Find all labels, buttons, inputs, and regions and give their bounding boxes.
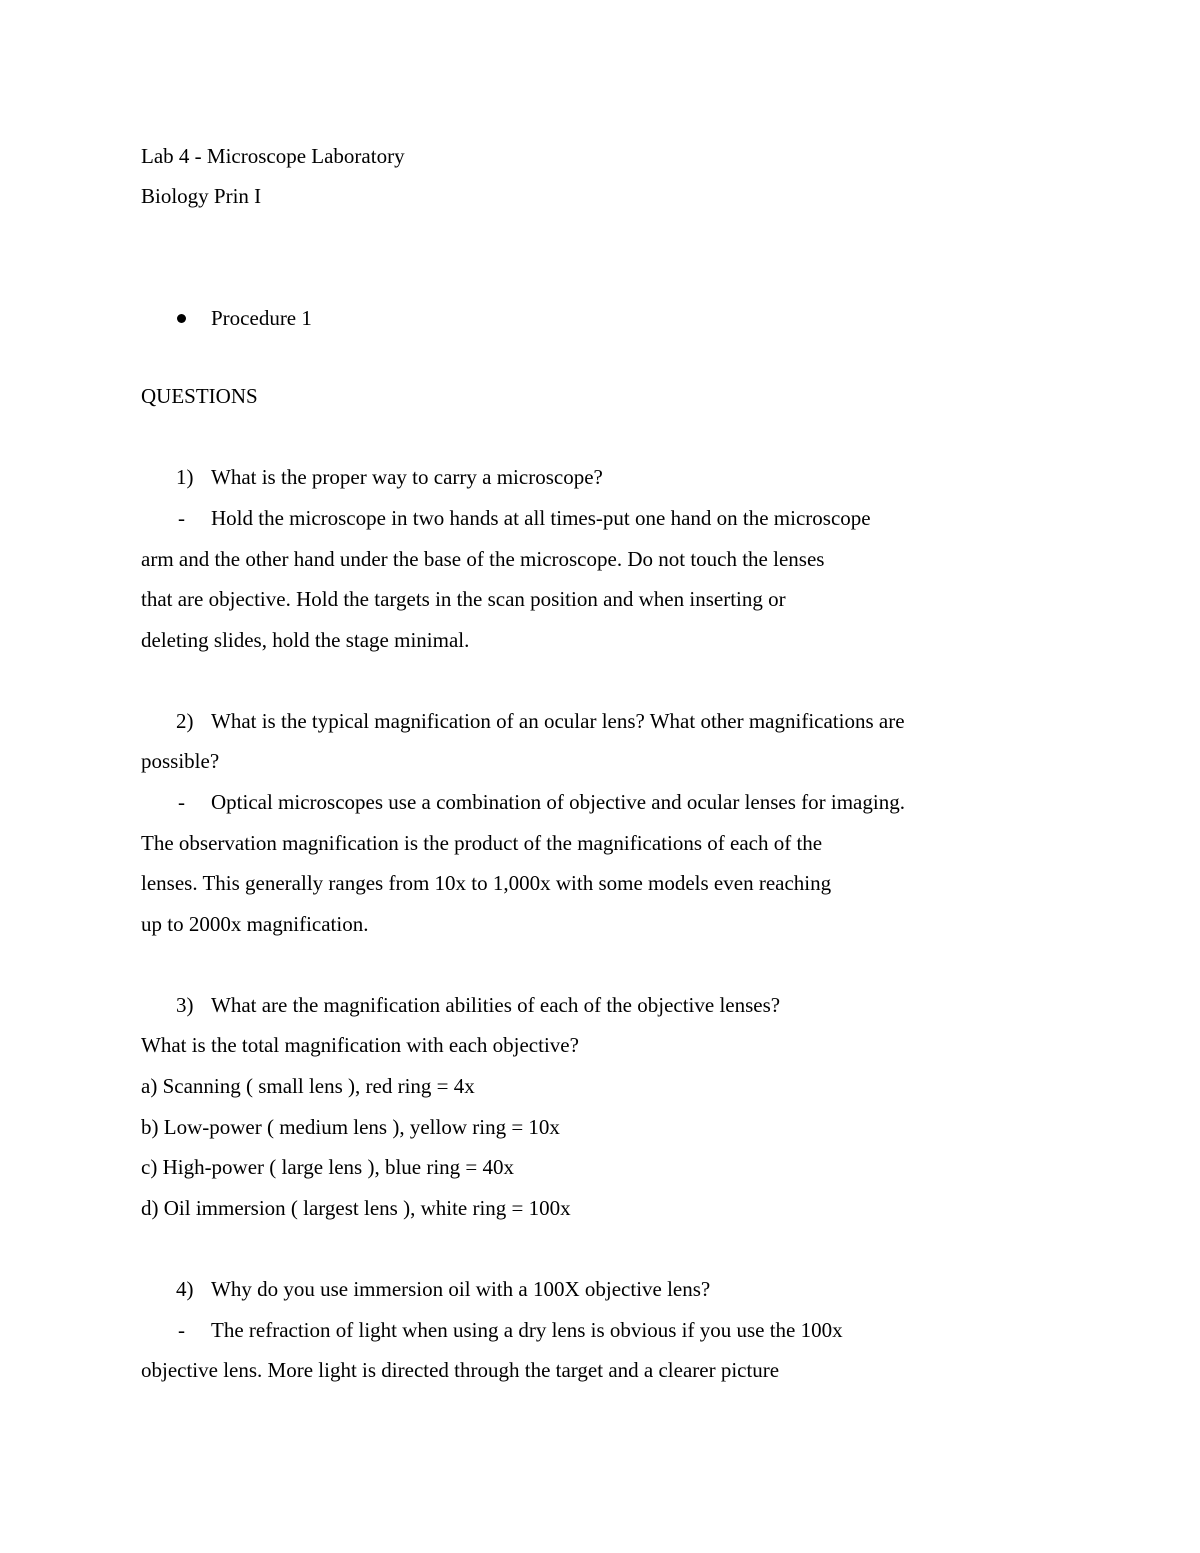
course-name: Biology Prin I — [141, 184, 262, 208]
question-3-answer-line: b) Low-power ( medium lens ), yellow ring = 10x — [141, 1115, 560, 1139]
question-2-answer-line: Optical microscopes use a combination of objective and ocular lenses for imaging. — [211, 790, 905, 814]
question-1-answer-marker: - — [178, 506, 185, 530]
question-4-answer-line: objective lens. More light is directed through the target and a clearer picture — [141, 1358, 780, 1382]
question-1-number: 1) — [176, 465, 194, 489]
document-title: Lab 4 - Microscope Laboratory — [141, 144, 405, 168]
question-3-answer-line: d) Oil immersion ( largest lens ), white ring = 100x — [141, 1196, 571, 1220]
question-2-answer-line: up to 2000x magnification. — [141, 912, 369, 936]
question-3-text: What are the magnification abilities of each of the objective lenses? — [211, 993, 781, 1017]
question-1-answer-line: Hold the microscope in two hands at all times-put one hand on the microscope — [211, 506, 871, 530]
question-1-answer-line: arm and the other hand under the base of the microscope. Do not touch the lenses — [141, 547, 825, 571]
question-3-answer-line: a) Scanning ( small lens ), red ring = 4x — [141, 1074, 475, 1098]
question-2-answer-line: The observation magnification is the product of the magnifications of each of the — [141, 831, 823, 855]
question-2-text: possible? — [141, 749, 220, 773]
question-2-text: What is the typical magnification of an ocular lens? What other magnifications are — [211, 709, 905, 733]
procedure-label: Procedure 1 — [211, 306, 312, 330]
question-3-text: What is the total magnification with each objective? — [141, 1033, 579, 1057]
bullet-icon — [177, 314, 186, 323]
question-2-number: 2) — [176, 709, 194, 733]
question-4-number: 4) — [176, 1277, 194, 1301]
question-3-number: 3) — [176, 993, 194, 1017]
question-4-text: Why do you use immersion oil with a 100X objective lens? — [211, 1277, 711, 1301]
question-1-answer-line: deleting slides, hold the stage minimal. — [141, 628, 470, 652]
question-2-answer-marker: - — [178, 790, 185, 814]
question-3-answer-line: c) High-power ( large lens ), blue ring = 40x — [141, 1155, 515, 1179]
question-2-answer-line: lenses. This generally ranges from 10x to 1,000x with some models even reaching — [141, 871, 832, 895]
question-4-answer-marker: - — [178, 1318, 185, 1342]
question-4-answer-line: The refraction of light when using a dry lens is obvious if you use the 100x — [211, 1318, 843, 1342]
question-1-answer-line: that are objective. Hold the targets in the scan position and when inserting or — [141, 587, 786, 611]
question-1-text: What is the proper way to carry a microscope? — [211, 465, 603, 489]
questions-heading: QUESTIONS — [141, 384, 258, 408]
